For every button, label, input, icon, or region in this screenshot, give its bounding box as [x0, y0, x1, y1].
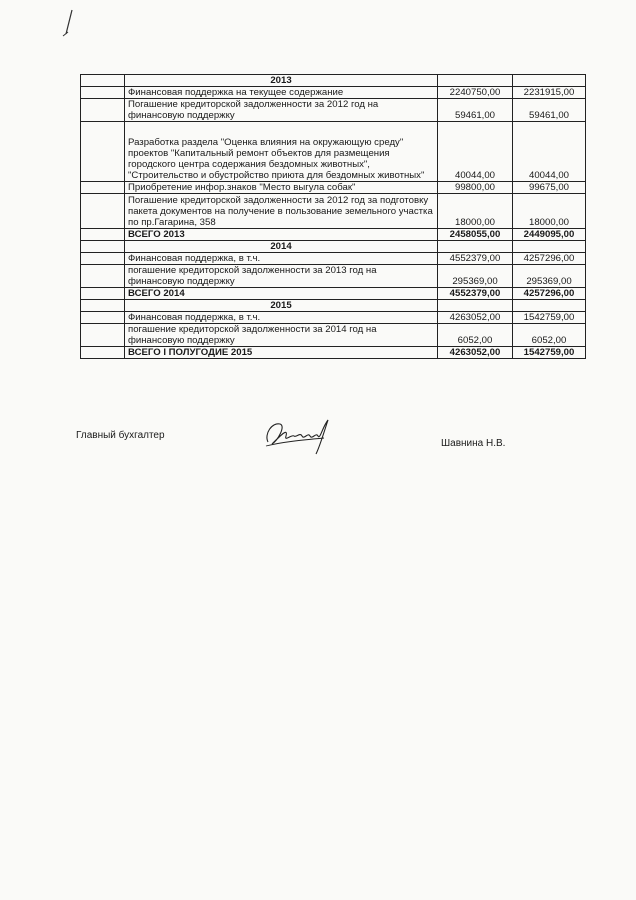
total-value-1: 2458055,00 [438, 229, 513, 241]
row-name: погашение кредиторской задолженности за 2014 год на финансовую поддержку [125, 324, 438, 347]
row-value-2: 40044,00 [513, 122, 586, 182]
row-value-1: 40044,00 [438, 122, 513, 182]
row-value-1: 4263052,00 [438, 312, 513, 324]
signature-block [0, 400, 636, 470]
row-value-1: 2240750,00 [438, 87, 513, 99]
row-value-2: 2231915,00 [513, 87, 586, 99]
row-name: Разработка раздела "Оценка влияния на окружающую среду" проектов "Капитальный ремонт объектов для размещения городского центра содержания бездомных животных", "Строительство и обустройство приюта для бездомных животных" [125, 122, 438, 182]
row-value-1: 295369,00 [438, 265, 513, 288]
table-row [81, 194, 586, 229]
row-name: Погашение кредиторской задолженности за 2012 год за подготовку пакета документов на получение в пользование земельного участка по пр.Гагарина, 358 [125, 194, 438, 229]
row-value-2: 295369,00 [513, 265, 586, 288]
row-value-1: 18000,00 [438, 194, 513, 229]
handwritten-signature [262, 412, 342, 456]
signer-name: Шавнина Н.В. [441, 438, 506, 449]
total-row [81, 288, 586, 300]
total-value-1: 4263052,00 [438, 347, 513, 359]
table-row [81, 312, 586, 324]
row-value-2: 6052,00 [513, 324, 586, 347]
year-label: 2015 [125, 300, 438, 312]
total-label: ВСЕГО 2013 [125, 229, 438, 241]
table-row [81, 324, 586, 347]
total-label: ВСЕГО I ПОЛУГОДИЕ 2015 [125, 347, 438, 359]
row-value-1: 4552379,00 [438, 253, 513, 265]
total-label: ВСЕГО 2014 [125, 288, 438, 300]
row-name: Финансовая поддержка, в т.ч. [125, 253, 438, 265]
financial-report-table [80, 74, 586, 359]
table-row [81, 253, 586, 265]
section-header-row [81, 300, 586, 312]
table-row [81, 122, 586, 182]
row-value-1: 59461,00 [438, 99, 513, 122]
row-value-2: 18000,00 [513, 194, 586, 229]
row-value-2: 1542759,00 [513, 312, 586, 324]
total-value-2: 4257296,00 [513, 288, 586, 300]
row-value-1: 6052,00 [438, 324, 513, 347]
table-row [81, 99, 586, 122]
row-name: Финансовая поддержка на текущее содержание [125, 87, 438, 99]
row-name: Погашение кредиторской задолженности за 2012 год на финансовую поддержку [125, 99, 438, 122]
signer-position: Главный бухгалтер [76, 430, 165, 441]
total-value-2: 2449095,00 [513, 229, 586, 241]
row-value-2: 99675,00 [513, 182, 586, 194]
table-row [81, 182, 586, 194]
row-value-2: 59461,00 [513, 99, 586, 122]
table-row [81, 265, 586, 288]
row-name: Приобретение инфор.знаков "Место выгула собак" [125, 182, 438, 194]
total-value-2: 1542759,00 [513, 347, 586, 359]
total-value-1: 4552379,00 [438, 288, 513, 300]
row-value-2: 4257296,00 [513, 253, 586, 265]
total-row [81, 229, 586, 241]
scan-corner-mark [58, 8, 78, 38]
total-row [81, 347, 586, 359]
row-name: Финансовая поддержка, в т.ч. [125, 312, 438, 324]
section-header-row [81, 75, 586, 87]
year-label: 2014 [125, 241, 438, 253]
row-name: погашение кредиторской задолженности за 2013 год на финансовую поддержку [125, 265, 438, 288]
year-label: 2013 [125, 75, 438, 87]
section-header-row [81, 241, 586, 253]
row-value-1: 99800,00 [438, 182, 513, 194]
table-row [81, 87, 586, 99]
